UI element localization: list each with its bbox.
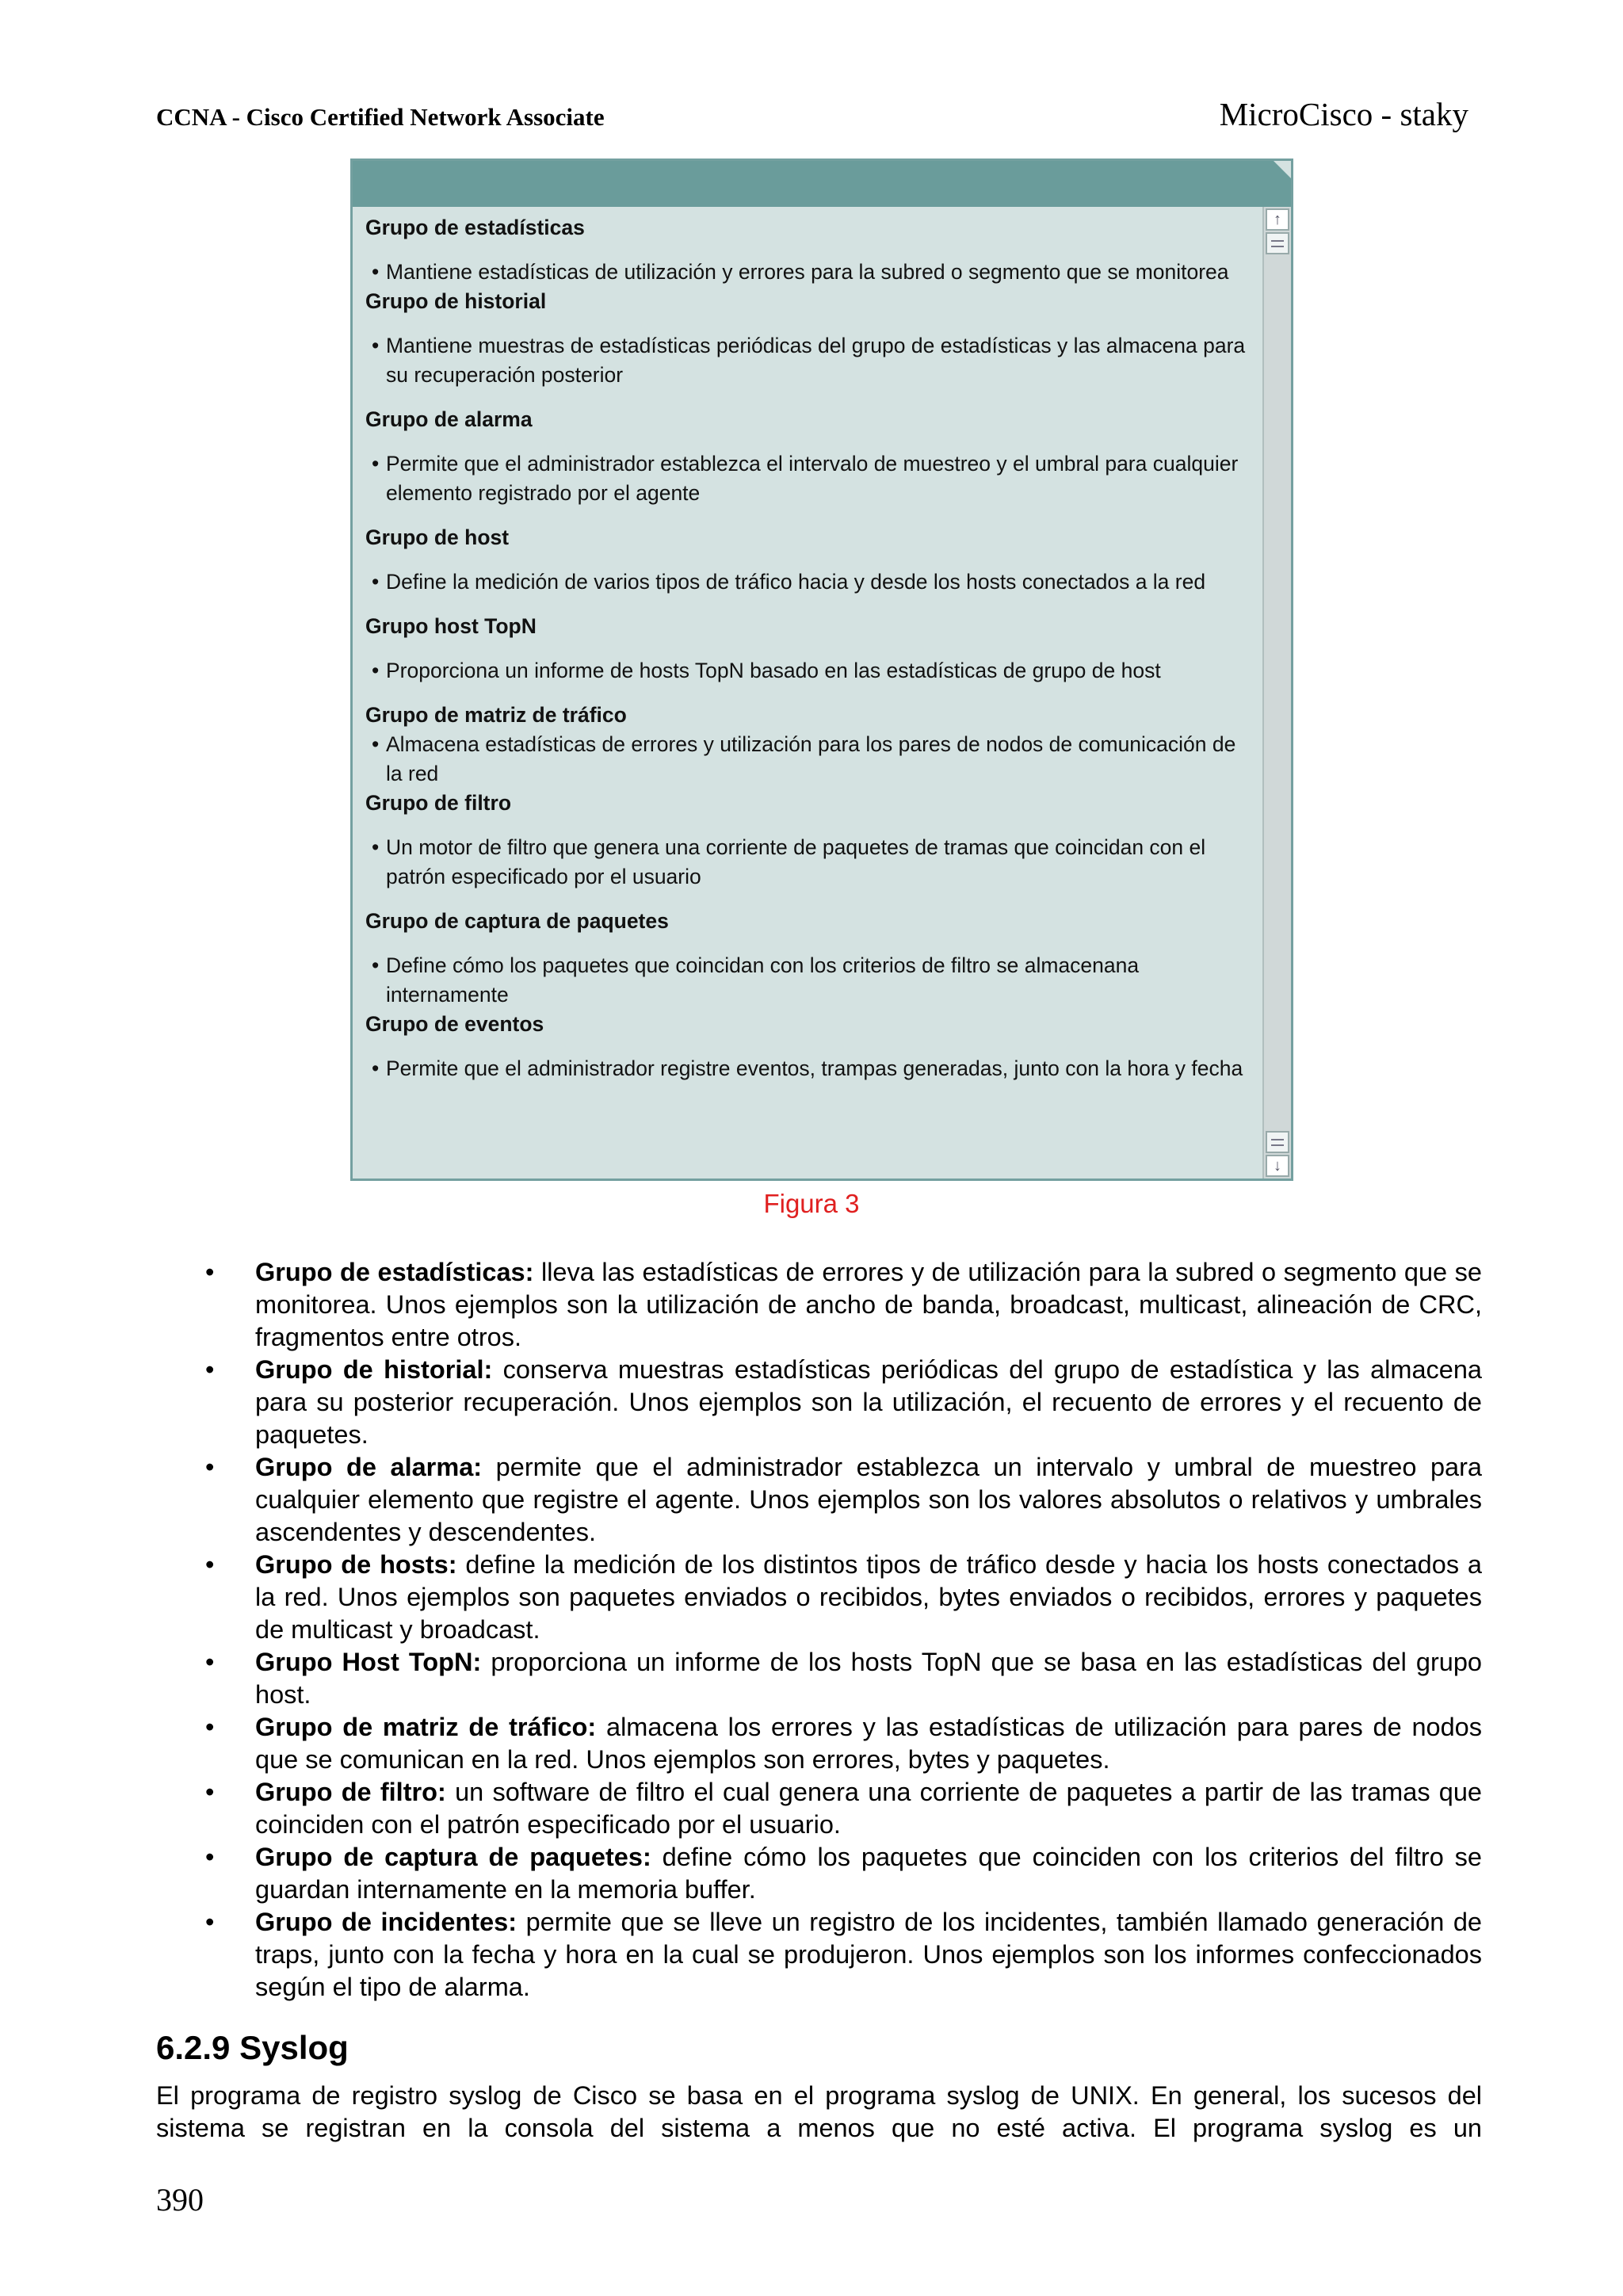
list-item-text: proporciona un informe de los hosts TopN que se basa en las estadísticas del grupo host. xyxy=(255,1648,1483,1709)
scroll-up-arrow-icon[interactable]: ↑ xyxy=(1266,208,1289,231)
list-item xyxy=(156,1549,1482,1646)
panel-group-text: Un motor de filtro que genera una corriente de paquetes de tramas que coincidan con el patrón especificado por el usuario xyxy=(386,835,1206,888)
bullet-icon: • xyxy=(372,452,380,476)
list-item-term: Grupo de alarma: xyxy=(255,1453,483,1481)
panel-group-text: Mantiene estadísticas de utilización y errores para la subred o segmento que se monitorea xyxy=(386,260,1229,284)
panel-group xyxy=(365,1010,1253,1083)
list-item-text: define la medición de los distintos tipos de tráfico desde y hacia los hosts conectados a la red. Unos ejemplos son paquetes enviados o recibidos, bytes enviados o recibidos, errores y paquetes de multicast y broadcast. xyxy=(255,1550,1482,1644)
panel-group-text: Permite que el administrador establezca el intervalo de muestreo y el umbral para cualquier elemento registrado por el agente xyxy=(386,452,1239,505)
list-item xyxy=(156,1354,1482,1451)
figure-titlebar xyxy=(353,161,1291,207)
panel-group xyxy=(365,523,1253,612)
list-item xyxy=(156,1906,1482,2004)
panel-group xyxy=(365,213,1253,287)
panel-group-title: Grupo de estadísticas xyxy=(365,216,585,239)
list-item-term: Grupo de captura de paquetes: xyxy=(255,1843,651,1871)
panel-group xyxy=(365,907,1253,1010)
rmon-groups-list xyxy=(156,1256,1482,2004)
list-item-text: define cómo los paquetes que coinciden con los criterios del filtro se guardan internamente en la memoria buffer. xyxy=(255,1843,1483,1904)
panel-group xyxy=(365,789,1253,907)
figure-scroll-content xyxy=(365,213,1253,1179)
panel-group-text: Mantiene muestras de estadísticas periódicas del grupo de estadísticas y las almacena para su recuperación posterior xyxy=(386,334,1246,387)
list-item xyxy=(156,1256,1482,1354)
panel-group xyxy=(365,701,1253,789)
list-item-term: Grupo Host TopN: xyxy=(255,1648,482,1676)
bullet-icon: • xyxy=(205,1550,215,1579)
page-number: 390 xyxy=(156,2182,204,2218)
panel-group xyxy=(365,287,1253,405)
list-item-term: Grupo de matriz de tráfico: xyxy=(255,1713,597,1741)
list-item-term: Grupo de hosts: xyxy=(255,1550,457,1579)
figure-caption: Figura 3 xyxy=(763,1189,860,1218)
panel-group-title: Grupo de captura de paquetes xyxy=(365,909,669,933)
bullet-icon: • xyxy=(205,1453,215,1481)
list-item xyxy=(156,1646,1482,1711)
list-item-text: un software de filtro el cual genera una corriente de paquetes a partir de las tramas que coinciden con el patrón especificado por el usuario. xyxy=(255,1778,1483,1839)
bullet-icon: • xyxy=(205,1258,215,1286)
list-item-text: permite que el administrador establezca un intervalo y umbral de muestreo para cualquier elemento que registre el agente. Unos ejemplos son los valores absolutos o relativos y umbrales ascendentes y descendentes. xyxy=(255,1453,1483,1546)
list-item-term: Grupo de filtro: xyxy=(255,1778,446,1806)
panel-group-title: Grupo de host xyxy=(365,525,510,549)
bullet-icon: • xyxy=(372,732,380,756)
rmon-groups-figure xyxy=(350,159,1293,1181)
scroll-thumb-top[interactable] xyxy=(1266,232,1289,254)
vertical-scrollbar[interactable] xyxy=(1262,207,1291,1179)
section-paragraph: El programa de registro syslog de Cisco se basa en el programa syslog de UNIX. En general, los sucesos del sistema se registran en la consola del sistema a menos que no esté activa. El programa syslog es un xyxy=(156,2081,1482,2142)
bullet-icon: • xyxy=(372,570,380,594)
scroll-thumb-bottom[interactable] xyxy=(1266,1131,1289,1153)
bullet-icon: • xyxy=(205,1778,215,1806)
bullet-icon: • xyxy=(372,334,380,357)
list-item-term: Grupo de incidentes: xyxy=(255,1908,517,1936)
panel-group-text: Define la medición de varios tipos de tráfico hacia y desde los hosts conectados a la red xyxy=(386,570,1206,594)
panel-group-title: Grupo host TopN xyxy=(365,614,537,638)
list-item xyxy=(156,1451,1482,1549)
list-item-text: permite que se lleve un registro de los incidentes, también llamado generación de traps, junto con la fecha y hora en la cual se produjeron. Unos ejemplos son los informes confeccionados según el tipo de alarma. xyxy=(255,1908,1482,2001)
running-header-left: CCNA - Cisco Certified Network Associate xyxy=(156,103,605,131)
list-item-text: lleva las estadísticas de errores y de utilización para la subred o segmento que se monitorea. Unos ejemplos son la utilización de ancho de banda, broadcast, multicast, alineación de CRC, fragmentos entre otros. xyxy=(255,1258,1483,1351)
panel-group-title: Grupo de eventos xyxy=(365,1012,544,1036)
list-item-text: almacena los errores y las estadísticas de utilización para pares de nodos que se comunican en la red. Unos ejemplos son errores, bytes y paquetes. xyxy=(255,1713,1483,1774)
list-item-term: Grupo de historial: xyxy=(255,1355,493,1384)
bullet-icon: • xyxy=(205,1648,215,1676)
list-item xyxy=(156,1711,1482,1776)
running-header-right: MicroCisco - staky xyxy=(1219,96,1468,132)
bullet-icon: • xyxy=(372,260,380,284)
bullet-icon: • xyxy=(372,953,380,977)
list-item-text: conserva muestras estadísticas periódicas del grupo de estadística y las almacena para su posterior recuperación. Unos ejemplos son la utilización, el recuento de errores y el recuento de paquetes. xyxy=(255,1355,1482,1449)
section-heading: 6.2.9 Syslog xyxy=(156,2029,349,2066)
bullet-icon: • xyxy=(372,1056,380,1080)
bullet-icon: • xyxy=(372,835,380,859)
panel-group-text: Define cómo los paquetes que coincidan con los criterios de filtro se almacenana internamente xyxy=(386,953,1140,1007)
panel-group-title: Grupo de filtro xyxy=(365,791,512,815)
panel-group xyxy=(365,405,1253,523)
list-item xyxy=(156,1776,1482,1841)
panel-group-title: Grupo de alarma xyxy=(365,407,533,431)
bullet-icon: • xyxy=(205,1713,215,1741)
panel-group xyxy=(365,612,1253,701)
panel-group-text: Proporciona un informe de hosts TopN basado en las estadísticas de grupo de host xyxy=(386,659,1161,682)
bullet-icon: • xyxy=(205,1908,215,1936)
panel-group-text: Permite que el administrador registre eventos, trampas generadas, junto con la hora y fecha xyxy=(386,1056,1243,1080)
list-item-term: Grupo de estadísticas: xyxy=(255,1258,534,1286)
bullet-icon: • xyxy=(205,1355,215,1384)
bullet-icon: • xyxy=(205,1843,215,1871)
panel-group-title: Grupo de matriz de tráfico xyxy=(365,703,627,727)
list-item xyxy=(156,1841,1482,1906)
bullet-icon: • xyxy=(372,659,380,682)
panel-group-title: Grupo de historial xyxy=(365,289,547,313)
panel-group-text: Almacena estadísticas de errores y utilización para los pares de nodos de comunicación de la red xyxy=(386,732,1236,785)
scroll-down-arrow-icon[interactable]: ↓ xyxy=(1266,1155,1289,1177)
